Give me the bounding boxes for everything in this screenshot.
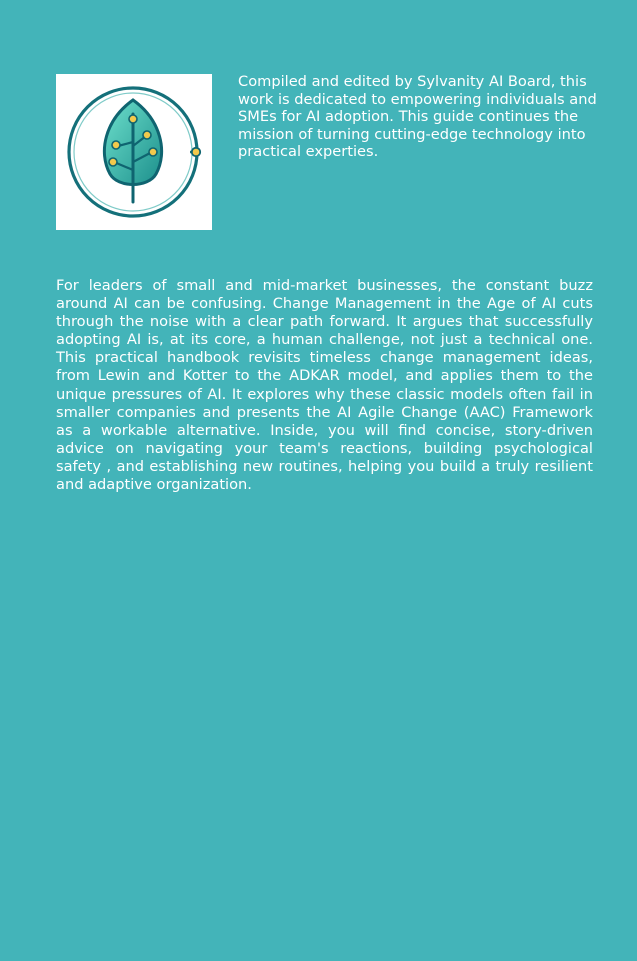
book-description: For leaders of small and mid-market businesses, the constant buzz around AI can be confusing. Change Management in the Age of AI cuts through the noise with a clear path forward. It argues that successfully adopting AI is, at its core, a human challenge, not just a technical one. This practical handbook revisits timeless change management ideas, from Lewin and Kotter to the ADKAR model, and applies them to the unique pressures of AI. It explores why these classic models often fail in smaller companies and presents the AI Agile Change (AAC) Framework as a workable alternative. Inside, you will find concise, story-driven advice on navigating your team's reactions, building psychological safety , and establishing new routines, helping you build a truly resilient and adaptive organization. xyxy=(56,277,593,494)
credit-text: Compiled and edited by Sylvanity AI Board, this work is dedicated to empowering individuals and SMEs for AI adoption. This guide continues the mission of turning cutting-edge technology into practical experties. xyxy=(238,73,597,161)
leaf-circuit-icon xyxy=(56,74,212,230)
publisher-logo xyxy=(56,74,212,230)
